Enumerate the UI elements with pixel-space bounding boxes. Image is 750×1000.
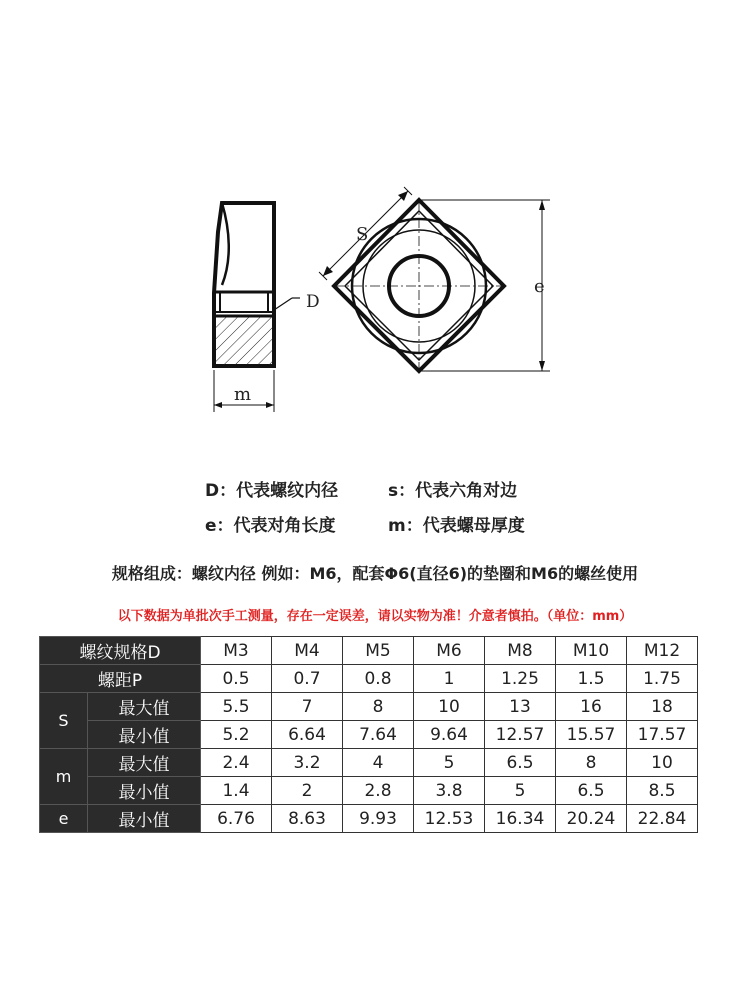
s-max-cell: 10 [414, 693, 485, 721]
table-row-s-max [40, 693, 698, 721]
size-cell: M5 [343, 637, 414, 665]
pitch-cell: 0.8 [343, 665, 414, 693]
m-min-cell: 1.4 [201, 777, 272, 805]
pitch-cell: 1 [414, 665, 485, 693]
e-min-label: 最小值 [88, 805, 201, 833]
spec-composition-text: 规格组成：螺纹内径 例如：M6，配套Φ6(直径6)的垫圈和M6的螺丝使用 [111, 564, 639, 583]
legend-s: s：代表六角对边 [388, 481, 518, 501]
m-max-cell: 8 [556, 749, 627, 777]
s-max-cell: 7 [272, 693, 343, 721]
pitch-cell: 0.5 [201, 665, 272, 693]
s-min-cell: 17.57 [627, 721, 698, 749]
m-max-cell: 3.2 [272, 749, 343, 777]
m-max-cell: 4 [343, 749, 414, 777]
label-e: e [534, 276, 545, 297]
table-row-s-min [40, 721, 698, 749]
m-max-cell: 2.4 [201, 749, 272, 777]
s-min-cell: 7.64 [343, 721, 414, 749]
e-min-cell: 12.53 [414, 805, 485, 833]
s-max-label: 最大值 [88, 693, 201, 721]
label-s: S [356, 224, 369, 245]
m-max-label: 最大值 [88, 749, 201, 777]
size-cell: M8 [485, 637, 556, 665]
s-min-cell: 9.64 [414, 721, 485, 749]
legend-e: e：代表对角长度 [205, 516, 336, 536]
s-min-cell: 6.64 [272, 721, 343, 749]
s-max-cell: 13 [485, 693, 556, 721]
side-view [214, 203, 300, 412]
size-cell: M3 [201, 637, 272, 665]
m-min-cell: 3.8 [414, 777, 485, 805]
table-row-pitch [40, 665, 698, 693]
s-min-cell: 5.2 [201, 721, 272, 749]
table-row-m-min [40, 777, 698, 805]
label-d: D [306, 292, 320, 312]
pitch-label: 螺距P [40, 665, 201, 693]
e-min-cell: 9.93 [343, 805, 414, 833]
s-max-cell: 16 [556, 693, 627, 721]
table-row-e-min [40, 805, 698, 833]
size-cell: M4 [272, 637, 343, 665]
pitch-cell: 1.25 [485, 665, 556, 693]
top-view [319, 187, 550, 371]
e-min-cell: 6.76 [201, 805, 272, 833]
size-cell: M10 [556, 637, 627, 665]
group-m: m [40, 749, 88, 805]
s-max-cell: 5.5 [201, 693, 272, 721]
m-min-cell: 2 [272, 777, 343, 805]
m-min-label: 最小值 [88, 777, 201, 805]
pitch-cell: 1.5 [556, 665, 627, 693]
group-s: S [40, 693, 88, 749]
e-min-cell: 8.63 [272, 805, 343, 833]
table-row-m-max [40, 749, 698, 777]
table-row-size [40, 637, 698, 665]
m-max-cell: 10 [627, 749, 698, 777]
m-min-cell: 8.5 [627, 777, 698, 805]
s-min-cell: 12.57 [485, 721, 556, 749]
s-max-cell: 18 [627, 693, 698, 721]
s-min-cell: 15.57 [556, 721, 627, 749]
m-min-cell: 2.8 [343, 777, 414, 805]
size-cell: M12 [627, 637, 698, 665]
m-max-cell: 5 [414, 749, 485, 777]
legend-m: m：代表螺母厚度 [388, 516, 525, 536]
header-label: 螺纹规格D [40, 637, 201, 665]
m-min-cell: 5 [485, 777, 556, 805]
m-min-cell: 6.5 [556, 777, 627, 805]
spec-table [39, 636, 698, 833]
e-min-cell: 20.24 [556, 805, 627, 833]
e-min-cell: 22.84 [627, 805, 698, 833]
group-e: e [40, 805, 88, 833]
measurement-disclaimer: 以下数据为单批次手工测量，存在一定误差，请以实物为准！介意者慎拍。（单位：mm） [117, 609, 633, 624]
size-cell: M6 [414, 637, 485, 665]
s-min-label: 最小值 [88, 721, 201, 749]
m-max-cell: 6.5 [485, 749, 556, 777]
label-m: m [234, 384, 252, 405]
e-min-cell: 16.34 [485, 805, 556, 833]
square-nut-technical-drawing [0, 0, 750, 450]
pitch-cell: 0.7 [272, 665, 343, 693]
legend-d: D：代表螺纹内径 [205, 481, 339, 501]
s-max-cell: 8 [343, 693, 414, 721]
pitch-cell: 1.75 [627, 665, 698, 693]
